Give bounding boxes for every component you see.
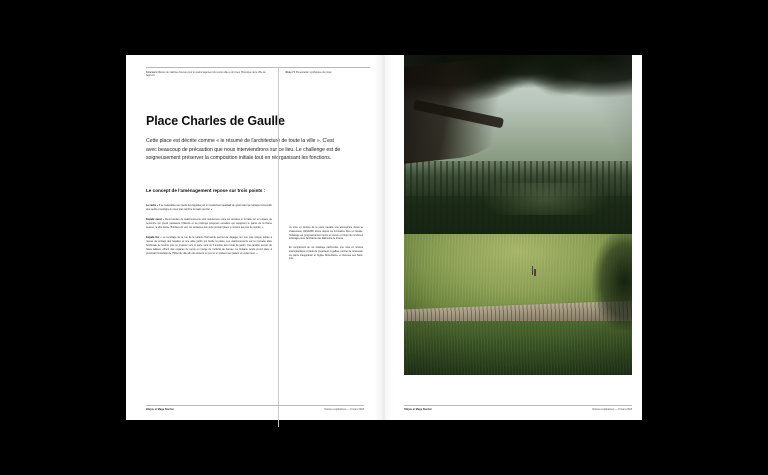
side-note: La mise en lumière de la place travaille une atmosphère douce et chaleureuse. DEVENIR intime depuis les luminaires fixés en façade, l'éclairage est progressivement remis en œuvre et l'objet de nombreux éclairages avec l'architecte des bâtiments de France.	[289, 227, 363, 241]
paragraph-lead: Façade Est	[146, 235, 160, 239]
running-head-text	[286, 72, 370, 75]
footer-right	[404, 408, 632, 411]
paragraph-text: « Deux bandes de stationnements sont maintenues entre les arcades et la halle sur un espace de rencontre qui prend naissance l'ôdéons et se prolonge jusqu'aux escaliers qui rejoignent le parvis de la Dame Jeanne, la ville basse. Bordées du vert, les terrasses dos cette prenant place y compris les puis de monde. »	[146, 217, 272, 229]
footer-meta: Notices explicatives — 8 mars 2018	[592, 408, 632, 411]
photo-layers	[404, 55, 632, 375]
running-head-body: Présentation synthétique du projet	[295, 72, 332, 74]
page-deck: Cette place est décrite comme « le résumé de l'architecture de toute la ville ». C'est avec beaucoup de précaution que nous interviendrons sur ce lieu. Le challenge est de soigneusement préserver la composition initiale tout en réorganisant les fonctions.	[146, 138, 341, 161]
page-left	[126, 55, 384, 420]
project-photograph	[404, 55, 632, 375]
running-head-body: Mission de maîtrise d'œuvre pour le réaménagement du centre-ville et du Cœur Historique de la Ville de Saint-Lô	[146, 72, 266, 78]
paragraph-lead: Le cadre	[146, 204, 157, 208]
running-head-text	[146, 72, 272, 79]
footer-rule-left	[146, 405, 364, 406]
column-divider	[278, 67, 279, 427]
footer-rule-right	[404, 405, 632, 406]
running-head-left	[146, 72, 370, 79]
running-head-item	[286, 72, 370, 79]
header-rule-left	[146, 67, 370, 68]
document-spread	[126, 55, 642, 420]
paragraph-text: « Le recollage de la rue de la Laiterie Normande permet de dégager sur une voie unique traitée à niveau du contact des façades et une allée jardin qui borde la place. Les stationnements sur la nouvelle allée bordonale de fenêtre puis se proposé vers le porte nord où il ancêtre des ronde de jardin. Ces jardins, ancrés de haies taillées, offrent des espaces de repos en marge de l'activité de bureau. La fontaine rendu prend place à proximité immédiate de l'Hôtel de ville afin de soutenir un peu et un visiteur aux paliers et invités tous. »	[146, 235, 272, 255]
footer-meta: Notices explicatives — 8 mars 2018	[324, 408, 364, 411]
running-head-label: Concours	[146, 72, 157, 74]
footer-brand: Obijou et Mage Nordon	[404, 408, 433, 411]
page-right	[384, 55, 642, 420]
body-paragraph	[146, 204, 272, 212]
side-note: En complément de cet éclairage patrimonial, une mise en lumière scénographique à l'aide de projecteurs à galbes, permet de renouveler les parvis inauguration et l'église Notre-Dame, si intéresse aux Saint-Lois.	[289, 247, 363, 261]
side-note-column	[289, 227, 363, 267]
body-column	[146, 204, 272, 256]
footer-left	[146, 408, 364, 411]
running-head-label: Note n°1	[285, 72, 296, 74]
page-title: Place Charles de Gaulle	[146, 113, 285, 128]
paragraph-text: « Il se matérialise aux pieds des façades par un revêtement qualitatif de granit clair qui rattrape l'ensemble des seuils et souligne le cœur plus sombre du tapis central. »	[146, 204, 272, 212]
photo-vignette	[404, 55, 632, 375]
running-head-item	[146, 72, 272, 79]
paragraph-lead: Façade ouest	[146, 217, 162, 221]
section-subhead: Le concept de l'aménagement repose sur trois points :	[146, 188, 266, 194]
body-paragraph	[146, 218, 272, 230]
footer-brand: Obijou et Mage Nordon	[146, 408, 175, 411]
body-paragraph	[146, 236, 272, 256]
